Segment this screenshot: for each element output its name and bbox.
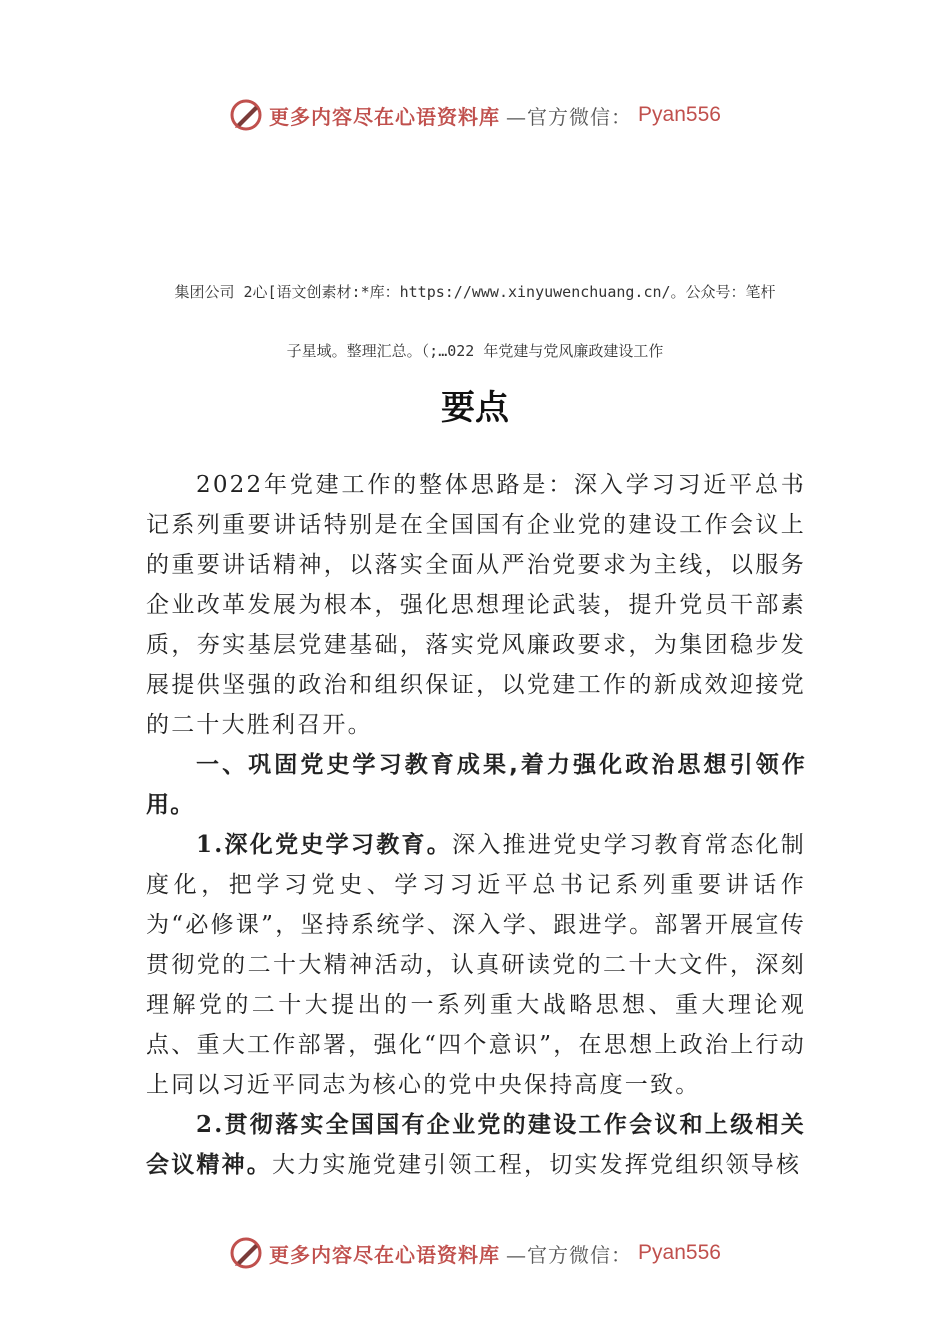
section-heading-1: 一、巩固党史学习教育成果,着力强化政治思想引领作用。 [146, 752, 806, 818]
document-title: 要点 [441, 388, 509, 428]
paragraph-overall-approach: 2022年党建工作的整体思路是：深入学习习近平总书记系列重要讲话特别是在全国国有企业党的建设工作会议上的重要讲话精神，以落实全面从严治党要求为主线，以服务企业改革发展为根本，强化思想理论武装，提升党员干部素质，夯实基层党建基础，落实党风廉政要求，为集团稳步发展提供坚强的政治和组织保证，以党建工作的新成效迎接党的二十大胜利召开。 [146, 472, 806, 738]
footer-watermark-banner [0, 1233, 950, 1273]
item-2-text: 大力实施党建引领工程，切实发挥党组织领导核 [272, 1152, 802, 1178]
banner-wechat-id: Pyan556 [638, 103, 721, 126]
item-1-text: 深入推进党史学习教育常态化制度化，把学习党史、学习习近平总书记系列重要讲话作为“必修课”，坚持系统学、深入学、跟进学。部署开展宣传贯彻党的二十大精神活动，认真研读党的二十大文件，深刻理解党的二十大提出的一系列重大战略思想、重大理论观点、重大工作部署，强化“四个意识”，在思想上政治上行动上同以习近平同志为核心的党中央保持高度一致。 [146, 832, 806, 1098]
item-1-lead: 1.深化党史学习教育。 [196, 831, 453, 858]
intro-line-2: 子星域。整理汇总。（;…022 年党建与党风廉政建设工作 [286, 342, 664, 360]
banner-wechat-label: —官方微信： [506, 1242, 633, 1267]
item-2-lead: 2.贯彻落实全国国有企业党的建设工作会议和上级相关会议精神。 [146, 1111, 806, 1178]
pen-logo-icon [229, 1236, 263, 1270]
banner-wechat-id: Pyan556 [638, 1241, 721, 1264]
pen-logo-icon [229, 98, 263, 132]
banner-library-text: 更多内容尽在心语资料库 [269, 1242, 501, 1267]
intro-line-1: 集团公司 2心[语文创素材:*库：https://www.xinyuwenchuang.cn/。公众号：笔杆 [174, 283, 776, 301]
paragraph-item-1 [146, 825, 806, 1105]
banner-library-text: 更多内容尽在心语资料库 [269, 104, 501, 129]
header-watermark-banner [0, 95, 950, 135]
banner-wechat-label: —官方微信： [506, 104, 633, 129]
document-body [146, 465, 806, 1185]
paragraph-item-2 [146, 1105, 806, 1185]
